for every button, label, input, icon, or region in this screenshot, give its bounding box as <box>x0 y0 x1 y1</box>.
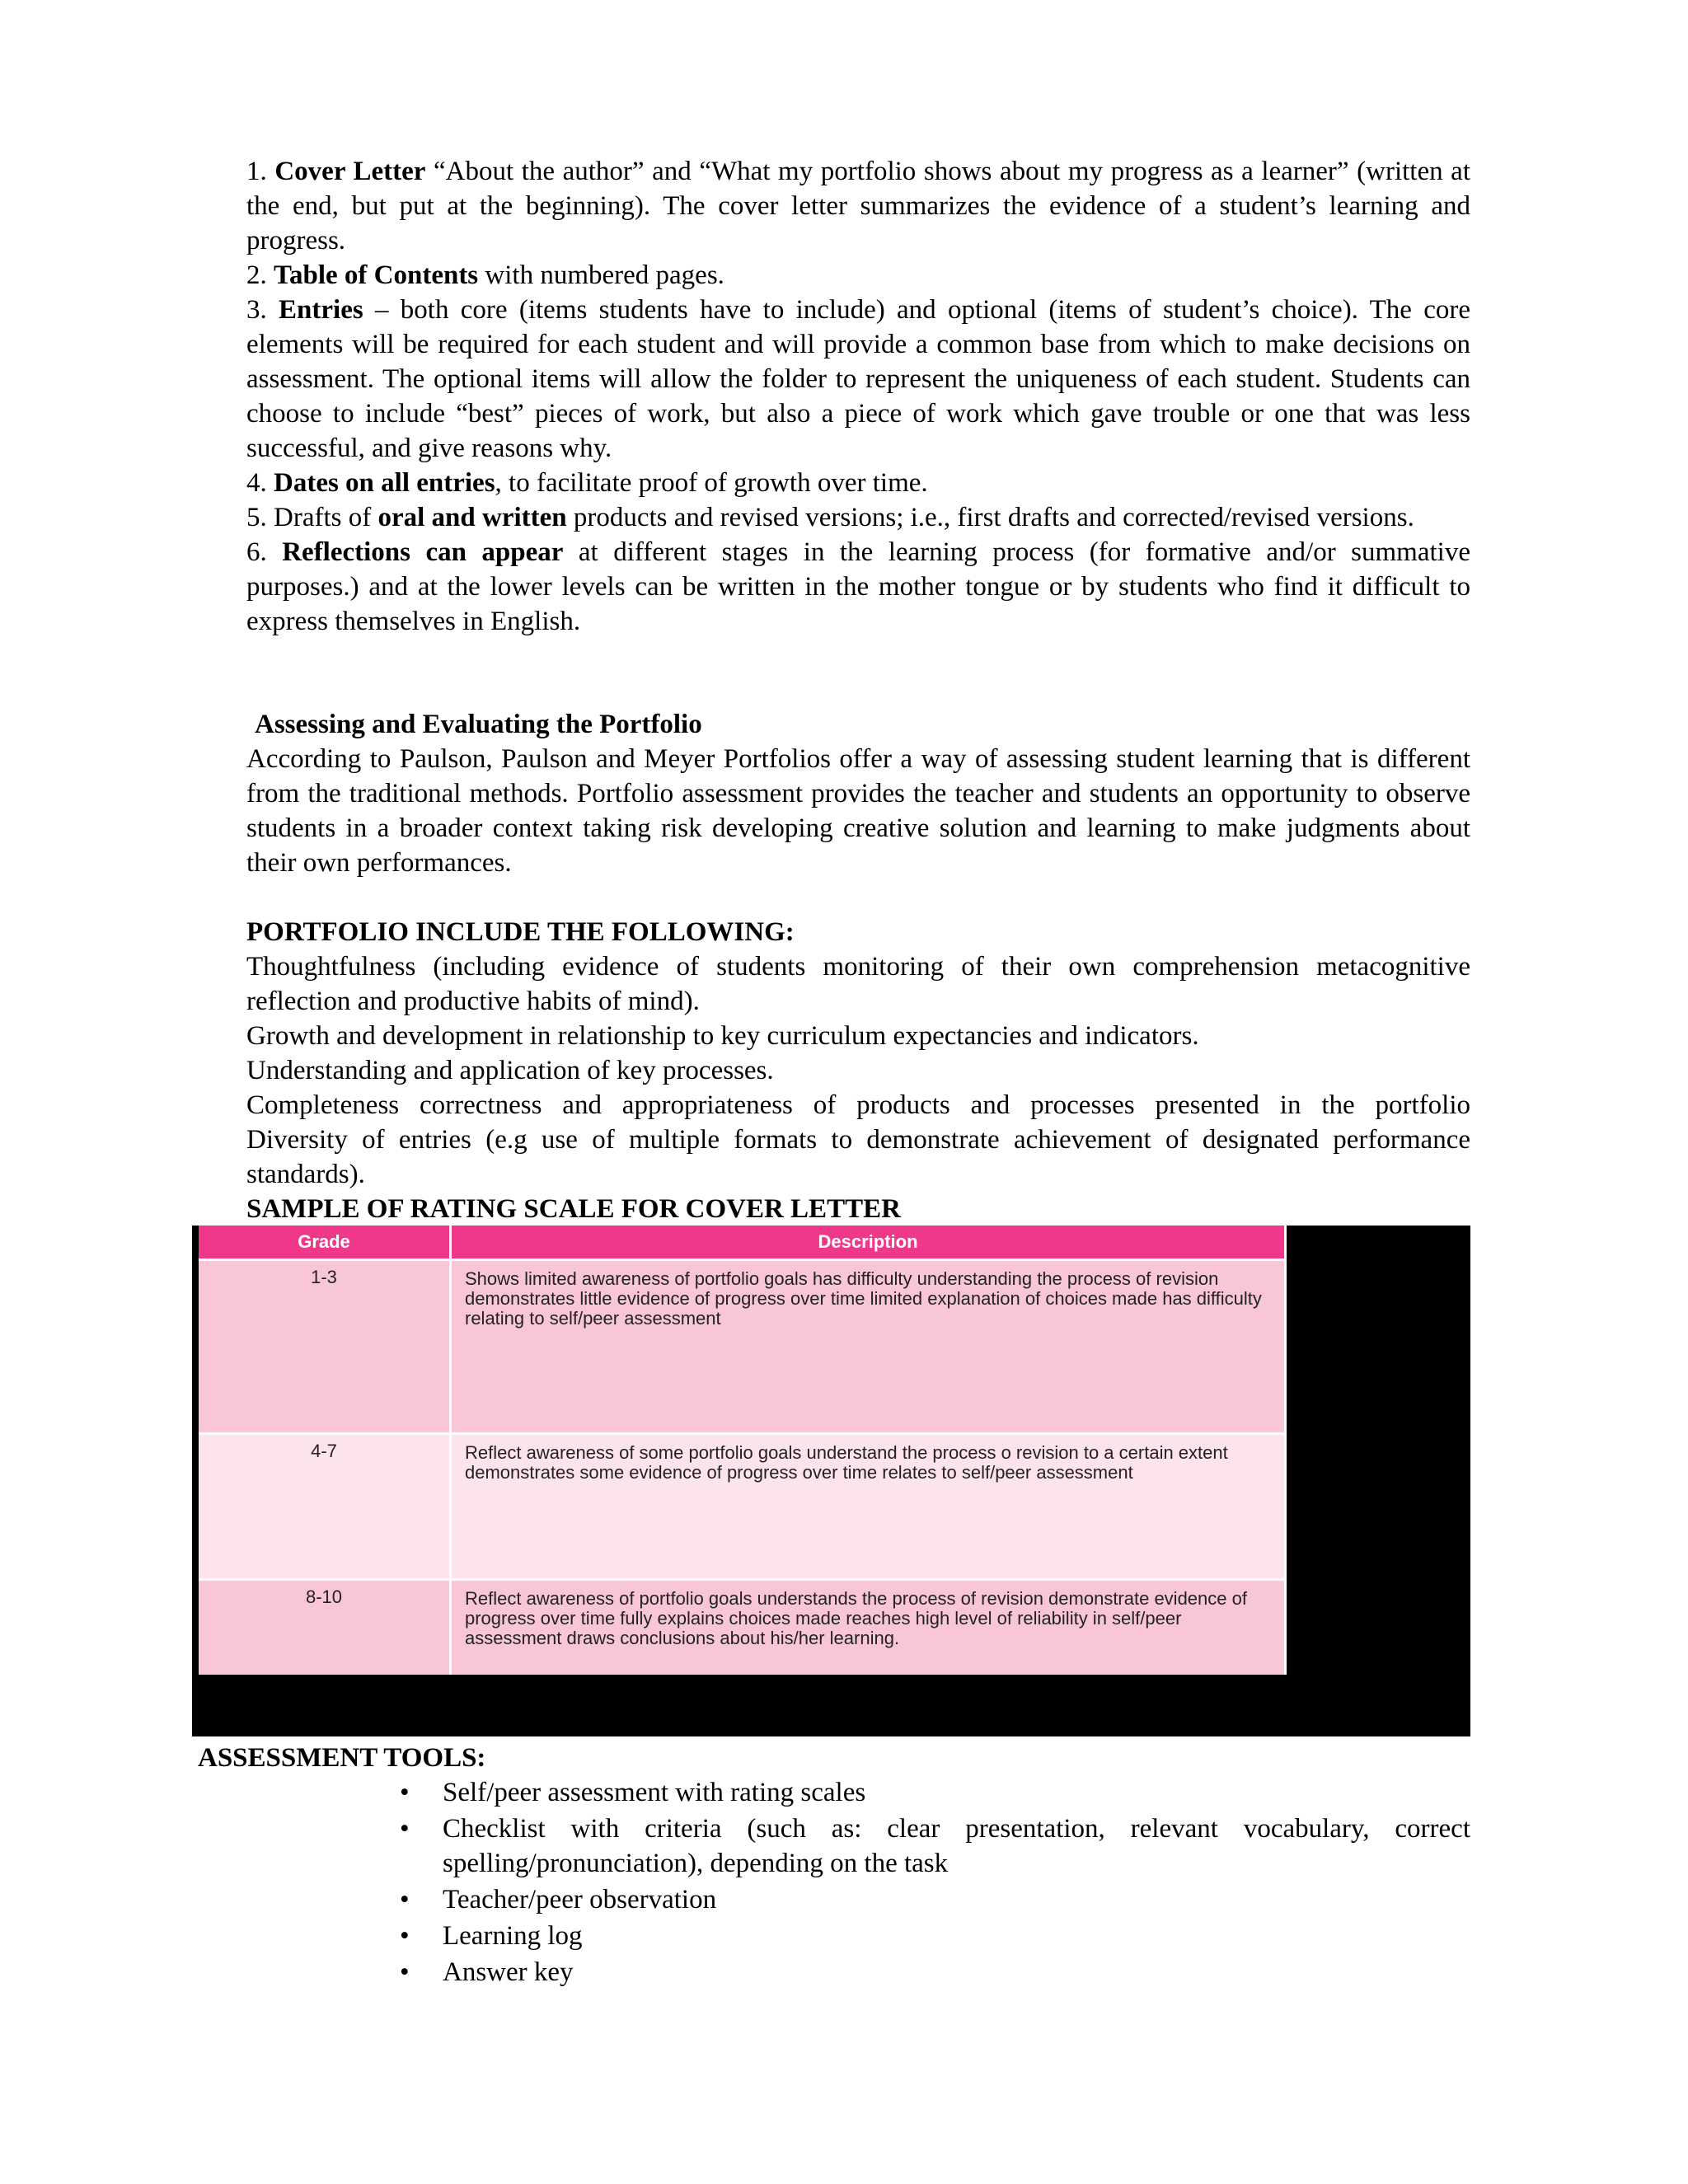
rating-scale-title: SAMPLE OF RATING SCALE FOR COVER LETTER <box>246 1194 901 1224</box>
assessing-heading: Assessing and Evaluating the Portfolio <box>255 710 702 739</box>
include-completeness: Completeness correctness and appropriateness of products and processes presented in the portfolio <box>246 1090 1470 1120</box>
list-item-entries: 3. Entries – both core (items students have to include) and optional (items of student’s choice). The core elements will be required for each student and will provide a common base from which to make decisions on assessment. The optional items will allow the folder to represent the uniqueness of each student. Students can choose to include “best” pieces of work, but also a piece of work which gave trouble or one that was less successful, and give reasons why. <box>246 295 1471 463</box>
bullet-icon: • <box>400 1957 410 1987</box>
table-row <box>199 1434 1286 1580</box>
include-understanding: Understanding and application of key processes. <box>246 1056 774 1085</box>
tool-label: Self/peer assessment with rating scales <box>443 1778 866 1807</box>
include-diversity: Diversity of entries (e.g use of multiple formats to demonstrate achievement of designated performance standards). <box>246 1125 1470 1189</box>
list-item <box>400 1811 1470 1881</box>
list-item-table-of-contents: 2. Table of Contents with numbered pages. <box>246 260 724 290</box>
description-cell: Reflect awareness of portfolio goals understands the process of revision demonstrate evidence of progress over time fully explains choices made reaches high level of reliability in self/peer assessment draws conclusions about his/her learning. <box>451 1580 1286 1675</box>
grade-cell: 4-7 <box>199 1434 451 1580</box>
tool-label: Answer key <box>443 1957 574 1987</box>
rating-scale-table <box>199 1226 1287 1675</box>
description-column-header: Description <box>451 1226 1286 1260</box>
list-item <box>400 1955 1470 1990</box>
table-header-row <box>199 1226 1286 1260</box>
portfolio-include-section <box>246 915 1470 1192</box>
description-cell: Reflect awareness of some portfolio goals understand the process o revision to a certain extent demonstrates some evidence of progress over time relates to self/peer assessment <box>451 1434 1286 1580</box>
bullet-icon: • <box>400 1814 410 1844</box>
portfolio-components-list <box>246 154 1470 639</box>
bullet-icon: • <box>400 1885 410 1915</box>
assessing-section <box>246 707 1470 880</box>
description-cell: Shows limited awareness of portfolio goals has difficulty understanding the process of revision demonstrates little evidence of progress over time limited explanation of choices made has difficulty relating to self/peer assessment <box>451 1260 1286 1434</box>
table-row <box>199 1260 1286 1434</box>
list-item <box>400 1775 1470 1810</box>
include-heading: PORTFOLIO INCLUDE THE FOLLOWING: <box>246 917 795 947</box>
table-row <box>199 1580 1286 1675</box>
include-growth: Growth and development in relationship to key curriculum expectancies and indicators. <box>246 1021 1199 1051</box>
grade-cell: 1-3 <box>199 1260 451 1434</box>
assessment-tools-title: ASSESSMENT TOOLS: <box>198 1743 486 1773</box>
assessment-tools-list <box>400 1775 1470 1991</box>
list-item-cover-letter: 1. Cover Letter “About the author” and “What my portfolio shows about my progress as a learner” (written at the end, but put at the beginning). The cover letter summarizes the evidence of a student’s learning and progress. <box>246 157 1470 255</box>
assessing-body: According to Paulson, Paulson and Meyer Portfolios offer a way of assessing student learning that is different from the traditional methods. Portfolio assessment provides the teacher and students an opportunity to observe students in a broader context taking risk developing creative solution and learning to make judgments about their own performances. <box>246 744 1470 878</box>
grade-column-header: Grade <box>199 1226 451 1260</box>
tool-label: Learning log <box>443 1921 583 1951</box>
include-thoughtfulness: Thoughtfulness (including evidence of students monitoring of their own comprehension metacognitive reflection and productive habits of mind). <box>246 952 1470 1016</box>
list-item-reflections: 6. Reflections can appear at different stages in the learning process (for formative and/or summative purposes.) and at the lower levels can be written in the mother tongue or by students who find it difficult to express themselves in English. <box>246 537 1470 636</box>
bullet-icon: • <box>400 1778 410 1807</box>
list-item-dates: 4. Dates on all entries, to facilitate proof of growth over time. <box>246 468 928 498</box>
tool-label: Checklist with criteria (such as: clear presentation, relevant vocabulary, correct spelling/pronunciation), depending on the task <box>443 1814 1470 1878</box>
list-item <box>400 1882 1470 1917</box>
rating-scale-image <box>192 1226 1470 1736</box>
list-item-drafts: 5. Drafts of oral and written products and revised versions; i.e., first drafts and corrected/revised versions. <box>246 503 1414 532</box>
list-item <box>400 1919 1470 1953</box>
bullet-icon: • <box>400 1921 410 1951</box>
grade-cell: 8-10 <box>199 1580 451 1675</box>
tool-label: Teacher/peer observation <box>443 1885 717 1915</box>
